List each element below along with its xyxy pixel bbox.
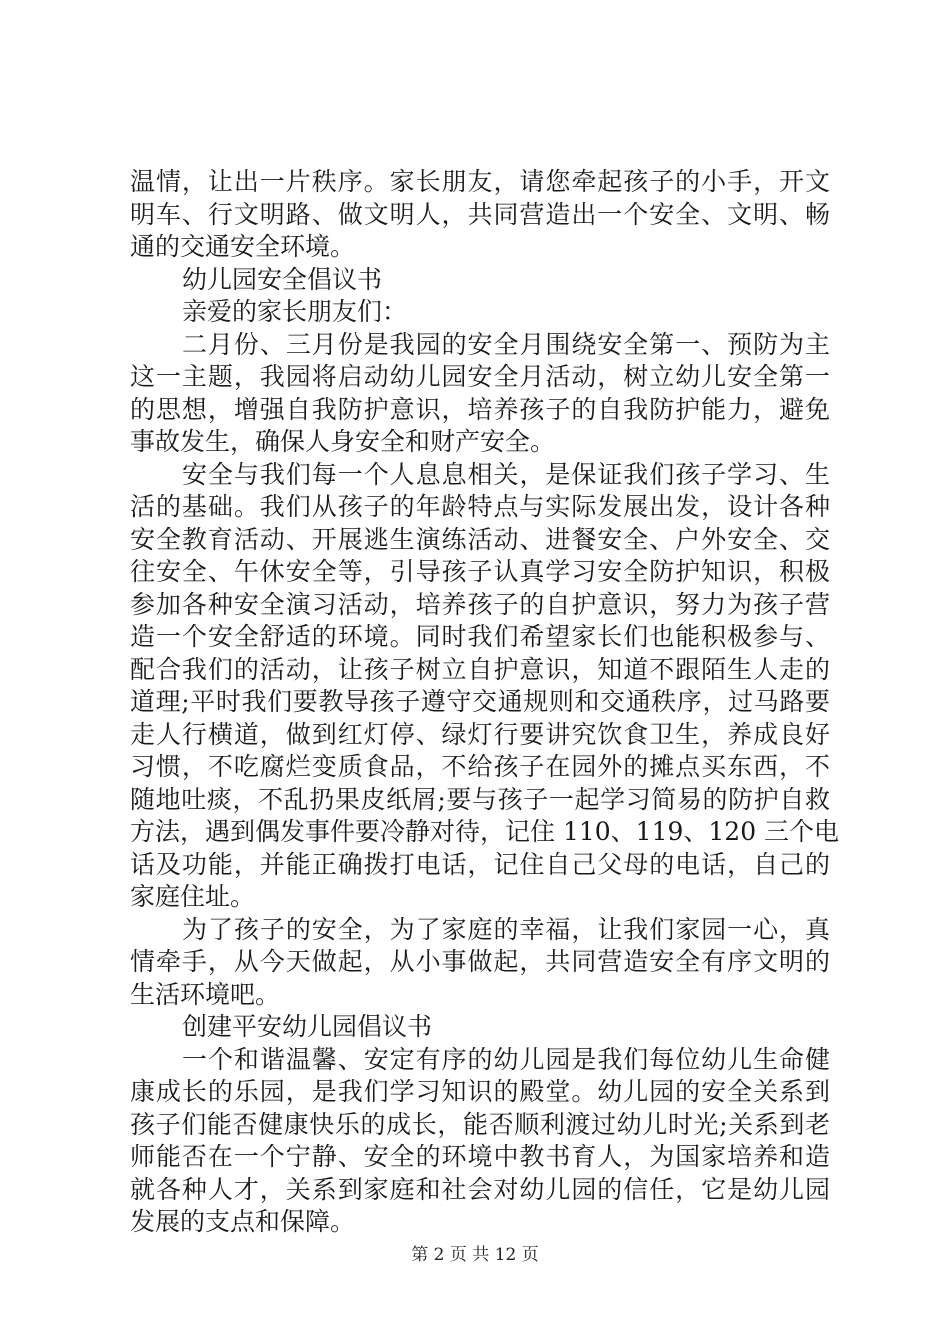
body-line: 就各种人才，关系到家庭和社会对幼儿园的信任，它是幼儿园	[130, 1174, 830, 1204]
body-line: 康成长的乐园，是我们学习知识的殿堂。幼儿园的安全关系到	[130, 1077, 830, 1106]
body-line: 安全与我们每一个人息息相关，是保证我们孩子学习、生	[182, 459, 830, 489]
body-line: 参加各种安全演习活动，培养孩子的自护意识，努力为孩子营	[130, 589, 830, 619]
body-line: 随地吐痰，不乱扔果皮纸屑;要与孩子一起学习简易的防护自救	[130, 784, 830, 814]
body-line: 一个和谐温馨、安定有序的幼儿园是我们每位幼儿生命健	[182, 1044, 830, 1074]
section-heading: 幼儿园安全倡议书	[182, 264, 383, 294]
page-footer: 第 2 页 共 12 页	[411, 1245, 539, 1265]
body-line: 安全教育活动、开展逃生演练活动、进餐安全、户外安全、交	[130, 524, 830, 554]
body-line: 的思想，增强自我防护意识，培养孩子的自我防护能力，避免	[130, 394, 830, 424]
body-line: 走人行横道，做到红灯停、绿灯行要讲究饮食卫生，养成良好	[130, 719, 830, 749]
body-line: 通的交通安全环境。	[130, 232, 356, 261]
body-line: 话及功能，并能正确拨打电话，记住自己父母的电话，自己的	[130, 849, 830, 879]
body-line: 师能否在一个宁静、安全的环境中教书育人，为国家培养和造	[130, 1142, 830, 1171]
body-line: 道理;平时我们要教导孩子遵守交通规则和交通秩序，过马路要	[130, 687, 830, 716]
salutation: 亲爱的家长朋友们：	[182, 297, 408, 326]
body-line: 活的基础。我们从孩子的年龄特点与实际发展出发，设计各种	[130, 492, 830, 521]
body-line: 往安全、午休安全等，引导孩子认真学习安全防护知识，积极	[130, 557, 830, 586]
body-line: 方法，遇到偶发事件要冷静对待，记住 110、119、120 三个电	[130, 817, 840, 846]
body-line: 事故发生，确保人身安全和财产安全。	[130, 427, 556, 456]
body-line: 为了孩子的安全，为了家庭的幸福，让我们家园一心，真	[182, 914, 830, 944]
body-line: 习惯，不吃腐烂变质食品，不给孩子在园外的摊点买东西，不	[130, 752, 830, 781]
body-line: 家庭住址。	[130, 882, 256, 911]
body-line: 造一个安全舒适的环境。同时我们希望家长们也能积极参与、	[130, 622, 830, 651]
body-line: 情牵手，从今天做起，从小事做起，共同营造安全有序文明的	[130, 947, 830, 976]
body-line: 孩子们能否健康快乐的成长，能否顺利渡过幼儿时光;关系到老	[130, 1109, 830, 1139]
body-line: 二月份、三月份是我园的安全月围绕安全第一、预防为主	[182, 329, 830, 359]
body-line: 温情，让出一片秩序。家长朋友，请您牵起孩子的小手，开文	[130, 167, 830, 196]
body-line: 明车、行文明路、做文明人，共同营造出一个安全、文明、畅	[130, 199, 830, 229]
body-line: 发展的支点和保障。	[130, 1207, 356, 1236]
body-line: 生活环境吧。	[130, 979, 281, 1009]
body-line: 配合我们的活动，让孩子树立自护意识，知道不跟陌生人走的	[130, 654, 830, 684]
body-line: 这一主题，我园将启动幼儿园安全月活动，树立幼儿安全第一	[130, 362, 830, 391]
section-heading: 创建平安幼儿园倡议书	[182, 1012, 433, 1041]
